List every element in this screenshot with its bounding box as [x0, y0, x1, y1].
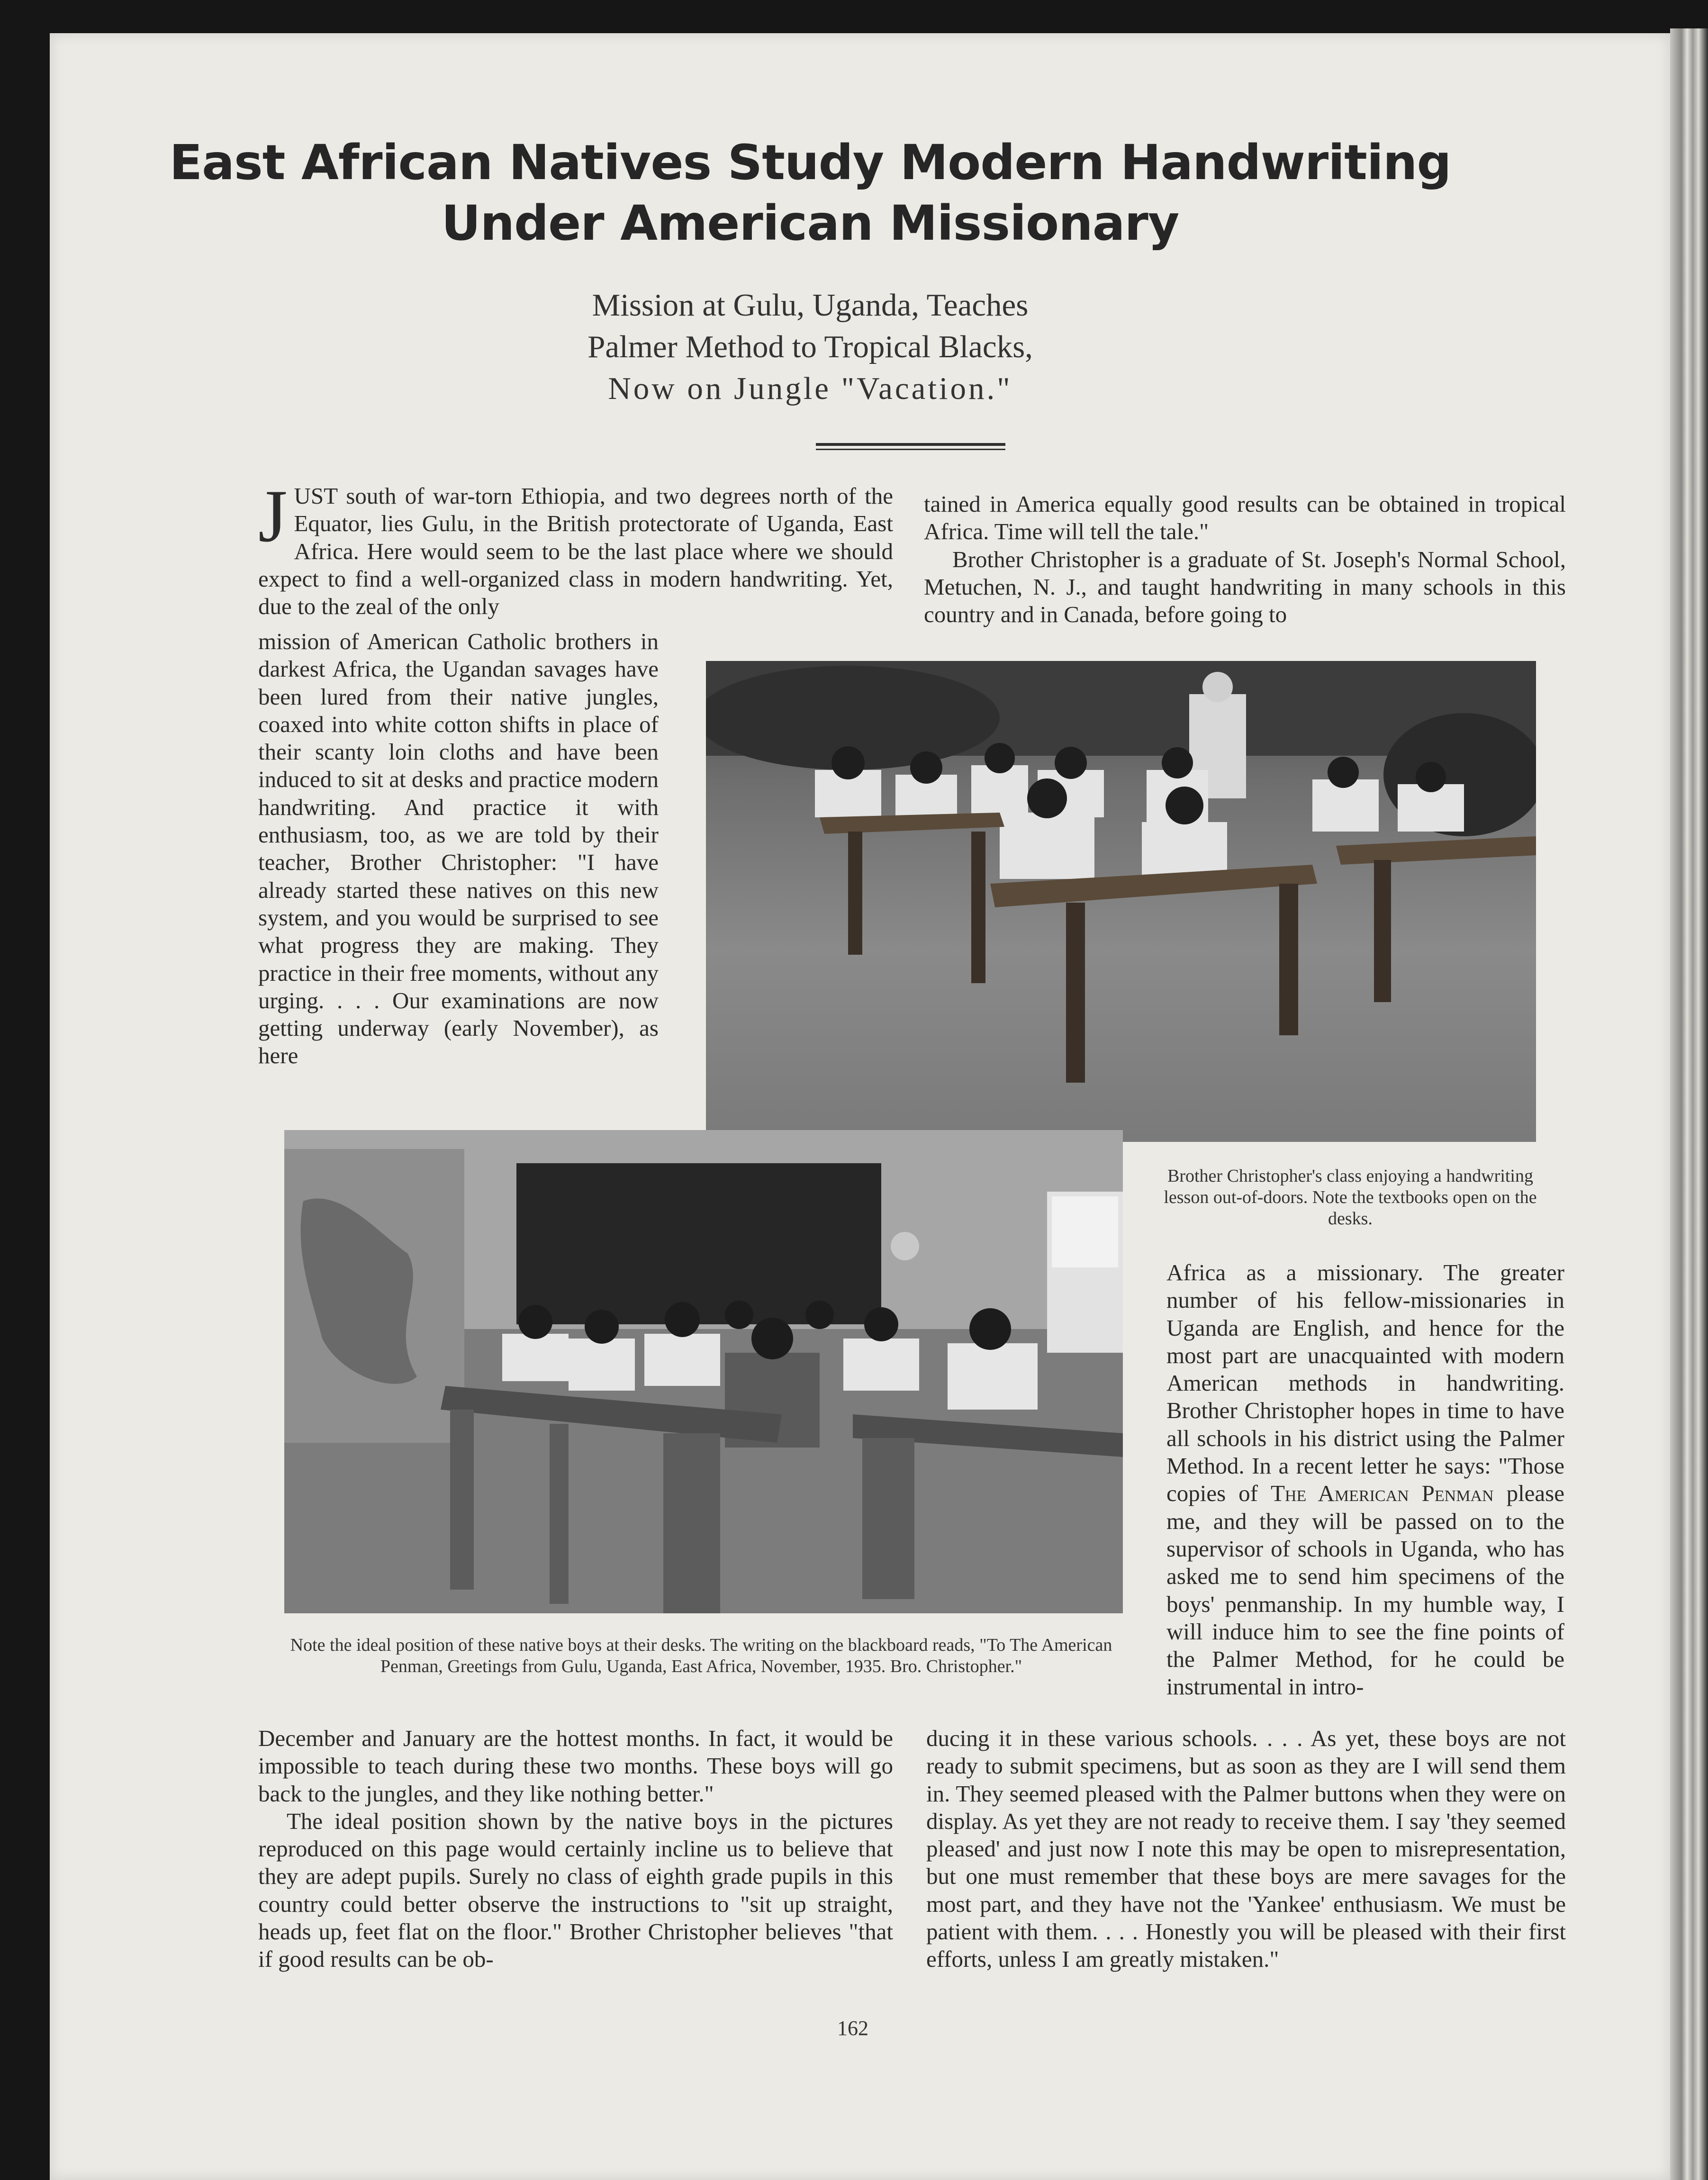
page-edge	[1670, 28, 1708, 2180]
article-subtitle	[426, 284, 1194, 409]
intro-paragraph: JUST south of war-torn Ethiopia, and two degrees north of the Equator, lies Gulu, in the British protectorate of Uganda, East Africa. Here would seem to be the last place where we should expect to find a well-organized class in modern handwriting. Yet, due to the zeal of the only	[258, 475, 893, 620]
right-column-narrow: Africa as a missionary. The greater number of his fellow-missionaries in Uganda are English, and hence for the most part are unacquainted with modern American methods in handwriting. Brother Christopher hopes in time to have all schools in his district using the Palmer Method. In a recent letter he says: "Those copies of The American Penman please me, and they will be passed on to the supervisor of schools in Uganda, who has asked me to send him specimens of the boys' penmanship. In my humble way, I will induce him to see the fine points of the Palmer Method, for he could be instrumental in intro-	[1166, 1259, 1564, 1700]
title-rule	[816, 443, 1005, 446]
right-column-top: tained in America equally good results can be obtained in tropical Africa. Time will tell the tale." Brother Christopher is a graduate of St. Joseph's Normal School, Metuchen, N. J., and taught handwriting in many schools in this country and in Canada, before going to	[924, 491, 1566, 628]
title-rule-thin	[816, 449, 1005, 450]
left-column-bottom: December and January are the hottest months. In fact, it would be impossible to teach during these two months. These boys will go back to the jungles, and they like nothing better." The ideal position shown by the native boys in the pictures reproduced on this page would certainly incline us to believe that they are adept pupils. Surely no class of eighth grade pupils in this country could better observe the instructions to "sit up straight, heads up, feet flat on the floor." Brother Christopher believes "that if good results can be ob-	[258, 1725, 893, 1972]
article-title	[142, 133, 1478, 254]
title-line-2: Under American Missionary	[441, 195, 1179, 252]
caption-indoor: Note the ideal position of these native boys at their desks. The writing on the blackboard reads, "To The American Penman, Greetings from Gulu, Uganda, East Africa, November, 1935. Bro. Christopher."	[290, 1635, 1112, 1676]
title-line-1: East African Natives Study Modern Handwriting	[169, 135, 1451, 191]
subtitle-line-1: Mission at Gulu, Uganda, Teaches	[592, 288, 1029, 323]
photo-indoor-class	[284, 1130, 1123, 1613]
photo-outdoor-class	[706, 661, 1536, 1142]
intro-paragraph-narrow: mission of American Catholic brothers in darkest Africa, the Ugandan savages have been lured from their native jungles, coaxed into white cotton shifts in place of their scanty loin cloths and have been induced to sit at desks and practice modern handwriting. And practice it with enthusiasm, too, as we are told by their teacher, Brother Christopher: "I have already started these natives on this new system, and you would be surprised to see what progress they are making. They practice in their free moments, without any urging. . . . Our examinations are now getting underway (early November), as here	[258, 628, 659, 1069]
page-number: 162	[837, 2017, 868, 2040]
right-column-bottom: ducing it in these various schools. . . . As yet, these boys are not ready to submit specimens, but as soon as they are I will send them in. They seemed pleased with the Palmer buttons when they were on display. As yet they are not ready to receive them. I say 'they seemed pleased' and just now I note this may be open to misrepresentation, but one must remember that these boys are mere savages for the most part, and they have not the 'Yankee' enthusiasm. We must be patient with them. . . . Honestly you will be pleased with their first efforts, unless I am greatly mistaken."	[926, 1725, 1566, 1972]
caption-outdoor: Brother Christopher's class enjoying a handwriting lesson out-of-doors. Note the textbooks open on the desks.	[1164, 1166, 1537, 1229]
subtitle-line-3: Now on Jungle "Vacation."	[608, 371, 1012, 406]
subtitle-line-2: Palmer Method to Tropical Blacks,	[587, 329, 1033, 364]
drop-cap: J	[258, 475, 288, 558]
